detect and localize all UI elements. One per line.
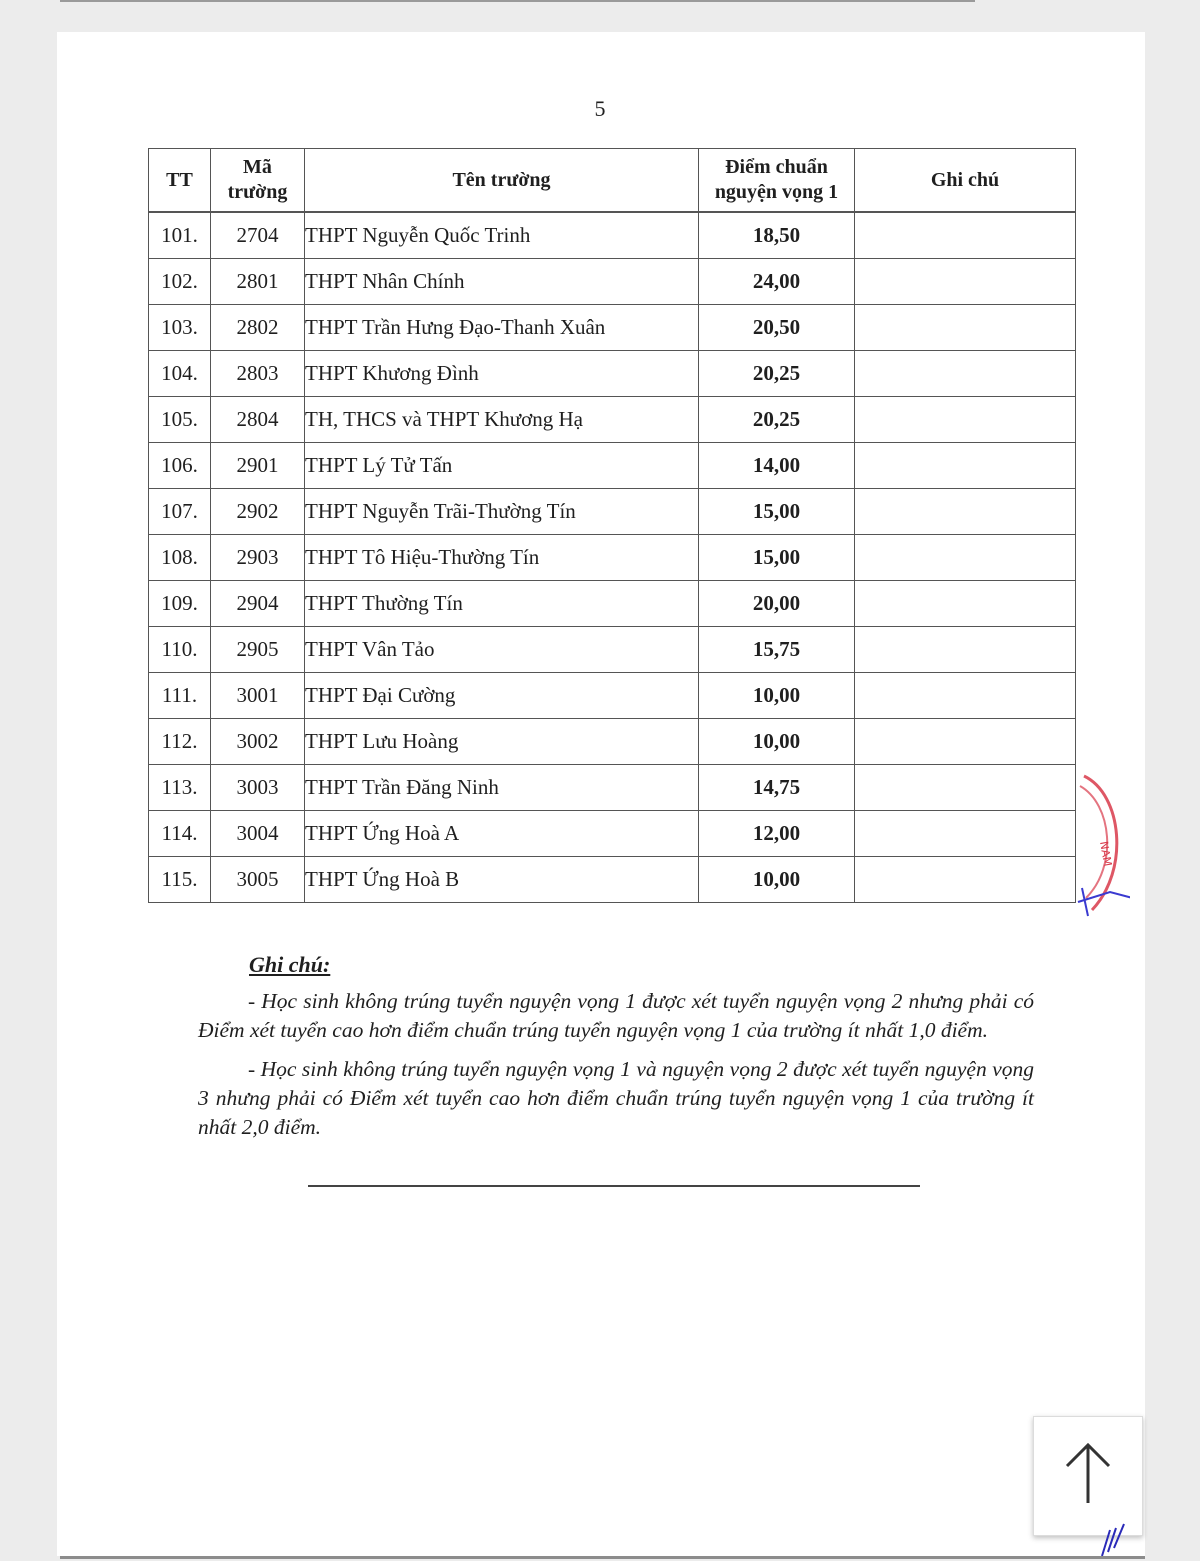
cell-ma-truong: 2901 (211, 443, 305, 489)
table-row (149, 489, 1076, 535)
table-row (149, 259, 1076, 305)
arrow-up-icon (1034, 1417, 1142, 1535)
cell-ma-truong: 2804 (211, 397, 305, 443)
table-row (149, 765, 1076, 811)
cell-ten-truong: TH, THCS và THPT Khương Hạ (305, 397, 699, 443)
notes-section (198, 950, 1034, 1152)
cell-ma-truong: 3005 (211, 857, 305, 903)
cell-ten-truong: THPT Ứng Hoà A (305, 811, 699, 857)
cell-ghi-chu (855, 765, 1076, 811)
cell-ghi-chu (855, 212, 1076, 259)
notes-title: Ghi chú: (249, 952, 331, 977)
cell-diem-chuan: 10,00 (699, 673, 855, 719)
cell-diem-chuan: 14,75 (699, 765, 855, 811)
cell-ghi-chu (855, 397, 1076, 443)
cell-ma-truong: 2802 (211, 305, 305, 351)
cell-diem-chuan: 24,00 (699, 259, 855, 305)
ink-scribble (1098, 1522, 1132, 1558)
table-row (149, 811, 1076, 857)
cell-ten-truong: THPT Trần Hưng Đạo-Thanh Xuân (305, 305, 699, 351)
cell-diem-chuan: 20,00 (699, 581, 855, 627)
cell-tt: 114. (149, 811, 211, 857)
cell-ma-truong: 2902 (211, 489, 305, 535)
cell-diem-chuan: 15,75 (699, 627, 855, 673)
svg-text:NAM: NAM (1097, 840, 1115, 868)
cell-tt: 106. (149, 443, 211, 489)
cell-tt: 110. (149, 627, 211, 673)
note-item: - Học sinh không trúng tuyển nguyện vọng 1 được xét tuyển nguyện vọng 2 nhưng phải có Điểm xét tuyển cao hơn điểm chuẩn trúng tuyển nguyện vọng 1 của trường ít nhất 1,0 điểm. (198, 989, 1034, 1042)
cell-ma-truong: 2704 (211, 212, 305, 259)
cell-ten-truong: THPT Nguyễn Quốc Trinh (305, 212, 699, 259)
cell-tt: 102. (149, 259, 211, 305)
cell-ma-truong: 2903 (211, 535, 305, 581)
cell-ghi-chu (855, 857, 1076, 903)
cell-ten-truong: THPT Đại Cường (305, 673, 699, 719)
cell-tt: 107. (149, 489, 211, 535)
table-row (149, 627, 1076, 673)
header-diem-line2: nguyện vọng 1 (714, 181, 839, 203)
cell-ghi-chu (855, 581, 1076, 627)
previous-page-edge (60, 0, 975, 2)
note-item: - Học sinh không trúng tuyển nguyện vọng 1 và nguyện vọng 2 được xét tuyển nguyện vọng 3 nhưng phải có Điểm xét tuyển cao hơn điểm chuẩn trúng tuyển nguyện vọng 1 của trường ít nhất 2,0 điểm. (198, 1057, 1034, 1139)
table-row (149, 305, 1076, 351)
header-diem-line1: Điểm chuẩn (725, 156, 828, 178)
cell-ten-truong: THPT Nhân Chính (305, 259, 699, 305)
cell-diem-chuan: 20,50 (699, 305, 855, 351)
red-seal-stamp (1070, 770, 1130, 920)
cell-tt: 111. (149, 673, 211, 719)
cell-ten-truong: THPT Lý Tử Tấn (305, 443, 699, 489)
header-ma-truong (211, 149, 305, 213)
end-rule-line (308, 1185, 920, 1187)
cell-ghi-chu (855, 259, 1076, 305)
cell-diem-chuan: 12,00 (699, 811, 855, 857)
cell-ten-truong: THPT Nguyễn Trãi-Thường Tín (305, 489, 699, 535)
cell-tt: 112. (149, 719, 211, 765)
table-row (149, 673, 1076, 719)
cell-ghi-chu (855, 443, 1076, 489)
cell-ma-truong: 2803 (211, 351, 305, 397)
table-row (149, 351, 1076, 397)
cell-ghi-chu (855, 811, 1076, 857)
cell-ghi-chu (855, 719, 1076, 765)
header-ghi-chu: Ghi chú (855, 149, 1076, 213)
cell-ten-truong: THPT Khương Đình (305, 351, 699, 397)
cell-diem-chuan: 10,00 (699, 857, 855, 903)
table-row (149, 443, 1076, 489)
table-header-row (149, 149, 1076, 213)
admission-score-table (148, 148, 1076, 903)
cell-ghi-chu (855, 305, 1076, 351)
cell-diem-chuan: 10,00 (699, 719, 855, 765)
cell-tt: 113. (149, 765, 211, 811)
header-diem-chuan (699, 149, 855, 213)
cell-ten-truong: THPT Thường Tín (305, 581, 699, 627)
table-row (149, 581, 1076, 627)
cell-ma-truong: 3002 (211, 719, 305, 765)
cell-ghi-chu (855, 627, 1076, 673)
cell-diem-chuan: 18,50 (699, 212, 855, 259)
page-number: 5 (594, 96, 606, 121)
cell-ma-truong: 3001 (211, 673, 305, 719)
cell-ghi-chu (855, 489, 1076, 535)
cell-ten-truong: THPT Tô Hiệu-Thường Tín (305, 535, 699, 581)
header-tt: TT (149, 149, 211, 213)
cell-ma-truong: 2801 (211, 259, 305, 305)
cell-ghi-chu (855, 673, 1076, 719)
cell-tt: 109. (149, 581, 211, 627)
cell-tt: 115. (149, 857, 211, 903)
table-row (149, 535, 1076, 581)
cell-ten-truong: THPT Vân Tảo (305, 627, 699, 673)
next-page-edge (60, 1556, 1145, 1559)
cell-tt: 103. (149, 305, 211, 351)
cell-ma-truong: 2905 (211, 627, 305, 673)
cell-ma-truong: 2904 (211, 581, 305, 627)
cell-ghi-chu (855, 351, 1076, 397)
table-row (149, 857, 1076, 903)
cell-tt: 104. (149, 351, 211, 397)
table-row (149, 397, 1076, 443)
cell-tt: 101. (149, 212, 211, 259)
cell-tt: 105. (149, 397, 211, 443)
cell-ghi-chu (855, 535, 1076, 581)
cell-diem-chuan: 14,00 (699, 443, 855, 489)
cell-diem-chuan: 20,25 (699, 397, 855, 443)
header-ten-truong: Tên trường (305, 149, 699, 213)
table-row (149, 212, 1076, 259)
cell-diem-chuan: 20,25 (699, 351, 855, 397)
cell-tt: 108. (149, 535, 211, 581)
cell-ma-truong: 3004 (211, 811, 305, 857)
cell-diem-chuan: 15,00 (699, 489, 855, 535)
header-ma-line1: Mã (243, 156, 272, 178)
table-row (149, 719, 1076, 765)
cell-ten-truong: THPT Lưu Hoàng (305, 719, 699, 765)
cell-ten-truong: THPT Trần Đăng Ninh (305, 765, 699, 811)
table-body (149, 212, 1076, 903)
cell-ten-truong: THPT Ứng Hoà B (305, 857, 699, 903)
scroll-to-top-button[interactable] (1033, 1416, 1143, 1536)
cell-diem-chuan: 15,00 (699, 535, 855, 581)
header-ma-line2: trường (227, 181, 288, 203)
cell-ma-truong: 3003 (211, 765, 305, 811)
